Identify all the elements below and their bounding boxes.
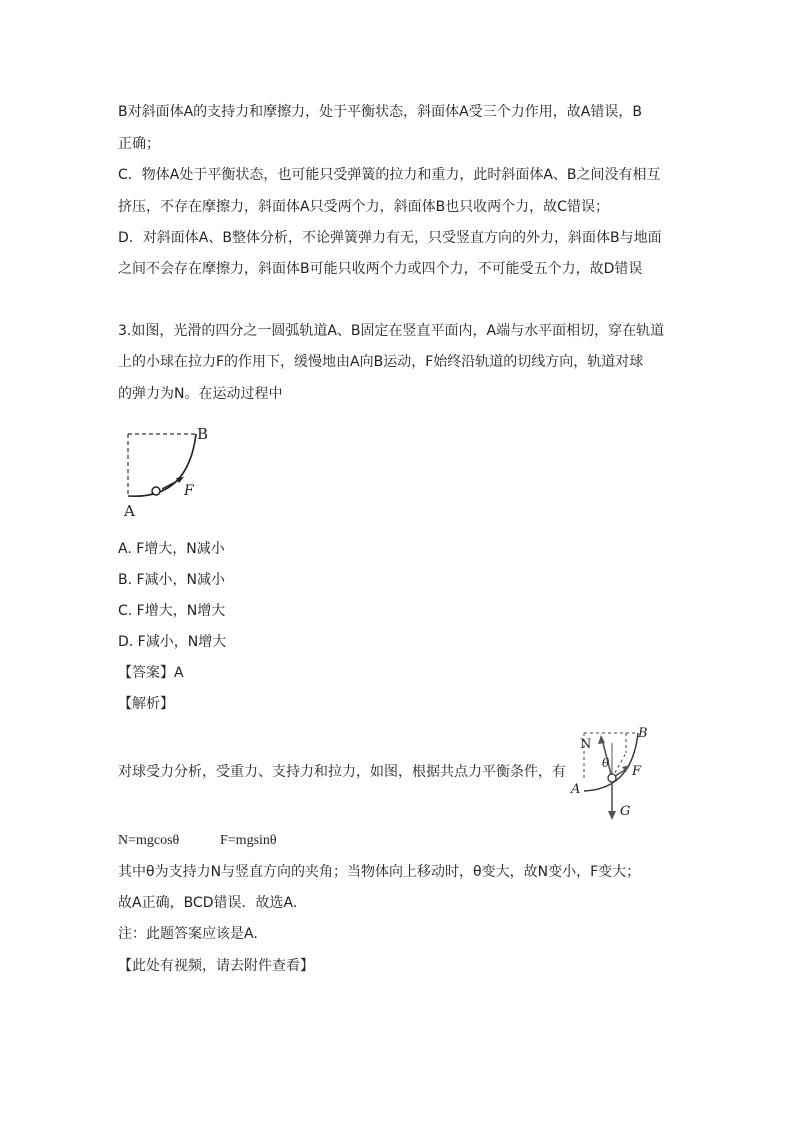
label-n: N (580, 737, 592, 752)
option-d-analysis-line-1: D．对斜面体A、B整体分析，不论弹簧弹力有无，只受竖直方向的外力，斜面体B与地面 (118, 230, 662, 246)
analysis-text-2: 其中θ为支持力N与竖直方向的夹角；当物体向上移动时，θ变大，故N变小，F变大； (118, 864, 641, 880)
analysis-text-1: 对球受力分析，受重力、支持力和拉力，如图，根据共点力平衡条件，有 (118, 764, 566, 780)
formula-f: F=mgsinθ (220, 833, 277, 848)
formula-n: N=mgcosθ (118, 833, 180, 848)
option-c-analysis-line-1: C．物体A处于平衡状态，也可能只受弹簧的拉力和重力，此时斜面体A、B之间没有相互 (118, 167, 661, 183)
force-n-arrowhead (598, 735, 605, 744)
label-b: B (197, 425, 209, 443)
option-b: B. F减小，N减小 (118, 572, 226, 588)
label-g: G (620, 804, 631, 819)
option-c-analysis-line-2: 挤压，不存在摩擦力，斜面体A只受两个力，斜面体B也只收两个力，故C错误； (118, 199, 609, 215)
ball (152, 487, 160, 495)
option-d-analysis-line-2: 之间不会存在摩擦力，斜面体B可能只收两个力或四个力，不可能受五个力，故D错误 (118, 261, 643, 277)
force-diagram (570, 723, 670, 823)
label-f: F (184, 483, 194, 499)
analysis-text-3: 故A正确，BCD错误．故选A. (118, 895, 298, 911)
force-g-arrowhead (608, 811, 616, 820)
video-notice: 【此处有视频，请去附件查看】 (118, 958, 314, 974)
answer-label: 【答案】A (118, 665, 184, 681)
prev-solution-line-2: 正确； (118, 136, 160, 152)
question-figure (118, 420, 228, 520)
label-a: A (124, 502, 135, 520)
prev-solution-line-1: B对斜面体A的支持力和摩擦力，处于平衡状态，斜面体A受三个力作用，故A错误，B (118, 104, 642, 120)
label-theta: θ (602, 756, 610, 770)
option-d: D. F减小，N增大 (118, 634, 227, 650)
label-f: F (632, 764, 642, 779)
option-c: C. F增大，N增大 (118, 603, 226, 619)
ball (608, 774, 616, 782)
option-a: A. F增大，N减小 (118, 541, 225, 557)
label-b: B (638, 726, 648, 741)
analysis-label: 【解析】 (118, 696, 174, 712)
label-a: A (571, 782, 581, 797)
question-stem-line-2: 上的小球在拉力F的作用下，缓慢地由A向B运动，F始终沿轨道的切线方向，轨道对球 (118, 354, 644, 370)
answer-note: 注：此题答案应该是A. (118, 926, 258, 942)
question-stem-line-1: 3.如图，光滑的四分之一圆弧轨道A、B固定在竖直平面内，A端与水平面相切，穿在轨道 (118, 323, 665, 339)
question-stem-line-3: 的弹力为N。在运动过程中 (118, 386, 283, 402)
